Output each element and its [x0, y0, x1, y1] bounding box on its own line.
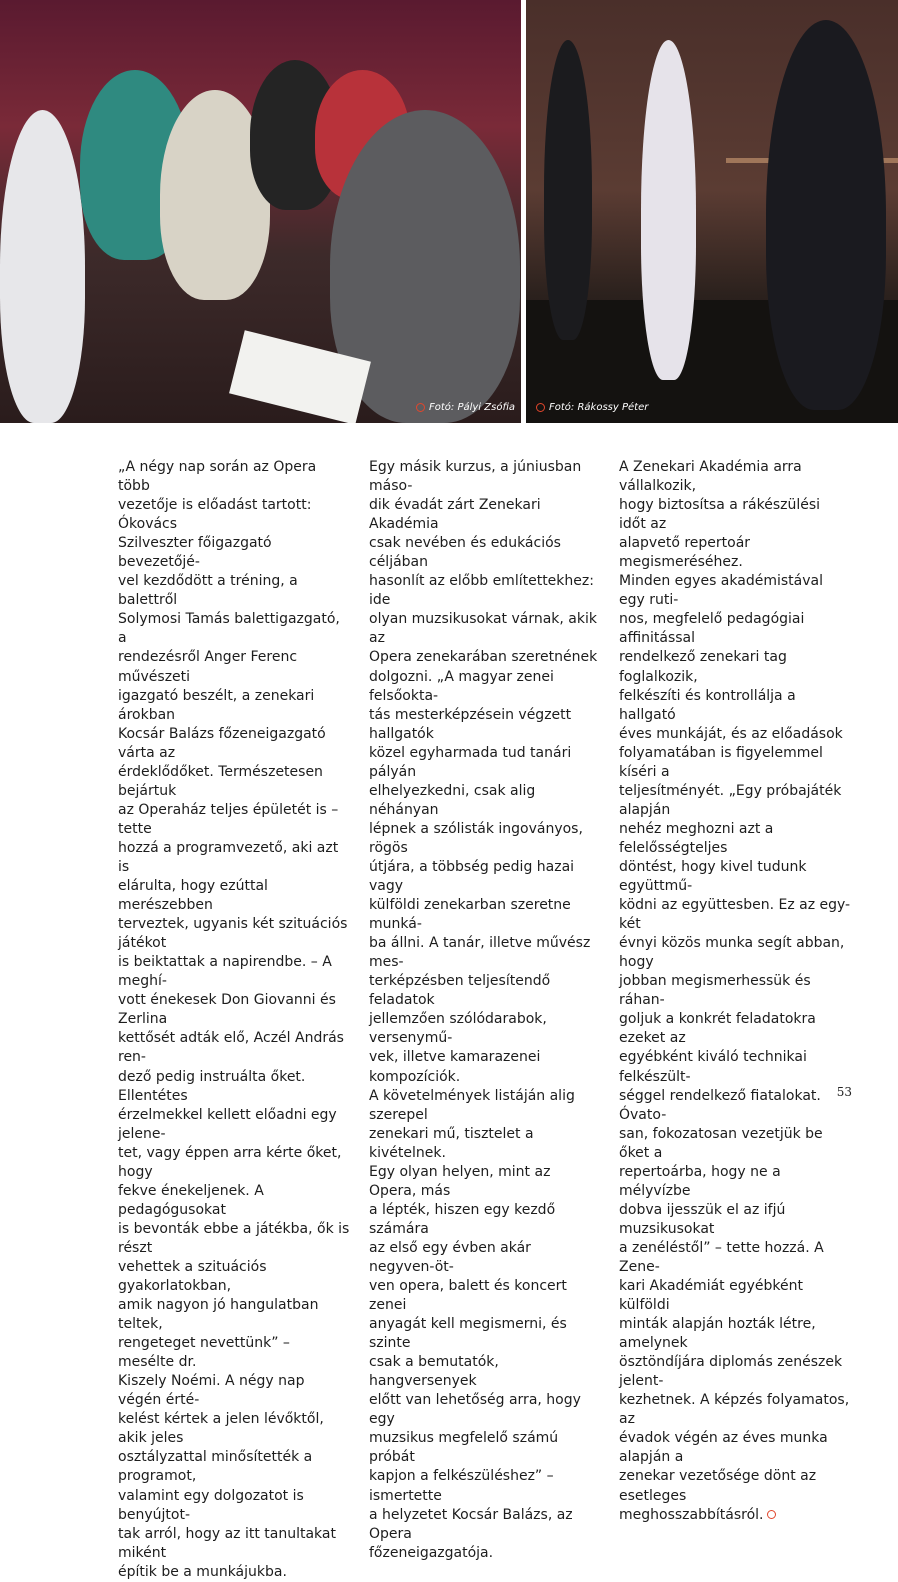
article-column-1 [118, 458, 350, 1582]
column-3-text: A Zenekari Akadémia arra vállalkozik, hogy biztosítsa a rákészülési időt az alapvető repertoár megismeréséhez. Minden egyes akadémistával egy ruti- nos, megfelelő pedagógiai affinitással rendelkező zenekari tag foglalkozik, felkészíti és kontrollálja a hallgató éves munkáját, és az előadások folyamatában is figyelemmel kíséri a teljesítményét. „Egy próbajáték alapján nehéz meghozni azt a felelősségteljes döntést, hogy kivel tudunk együttmű- ködni az együttesben. Ez az egy-két évnyi közös munka segít abban, hogy jobban megismerhessük és ráhan- goljuk a konkrét feladatokra ezeket az egyébként kiváló technikai felkészült- séggel rendelkező fiatalokat. Óvato- san, fokozatosan vezetjük be őket a repertoárba, hogy ne a mélyvízbe dobva ijesszük el az ifjú muzsikusokat a zenéléstől” – tette hozzá. A Zene- kari Akadémiát egyébként külföldi minták alapján hozták létre, amelynek ösztöndíjára diplomás zenészek jelent- kezhetnek. A képzés folyamatos, az évadok végén az éves munka alapján a zenekar vezetősége dönt az esetleges meghosszabbításról. [619, 459, 851, 1523]
circle-icon [416, 403, 425, 412]
column-1-text: „A négy nap során az Opera több vezetője is előadást tartott: Ókovács Szilveszter főigazgató bevezetőjé- vel kezdődött a tréning, a balettről Solymosi Tamás balettigazgató, a rendezésről Anger Ferenc művészeti igazgató beszélt, a zenekari árokban Kocsár Balázs főzeneigazgató várta az érdeklődőket. Természetesen bejártuk az Operaház teljes épületét is – tette hozzá a programvezető, aki azt is elárulta, hogy ezúttal merészebben terveztek, ugyanis két szituációs játékot is beiktattak a napirendbe. – A meghí- vott énekesek Don Giovanni és Zerlina kettősét adták elő, Aczél András ren- dező pedig instruálta őket. Ellentétes érzelmekkel kellett előadni egy jelene- tet, vagy éppen arra kérte őket, hogy fekve énekeljenek. A pedagógusokat is bevonták ebbe a játékba, ők is részt vehettek a szituációs gyakorlatokban, amik nagyon jó hangulatban teltek, rengeteget nevettünk” – mesélte dr. Kiszely Noémi. A négy nap végén érté- kelést kértek a jelen lévőktől, akik jeles osztályzattal minősítették a programot, valamint egy dolgozatot is benyújtot- tak arról, hogy az itt tanultakat miként építik be a munkájukba. [118, 459, 350, 1580]
photo-audience [0, 0, 521, 423]
circle-icon [536, 403, 545, 412]
photo-credit-right: Fotó: Rákossy Péter [536, 402, 648, 413]
photo-ballet [526, 0, 898, 423]
end-of-article-icon [767, 1510, 776, 1519]
column-2-text: Egy másik kurzus, a júniusban máso- dik évadát zárt Zenekari Akadémia csak nevében és edukációs céljában hasonlít az előbb említettekhez: ide olyan muzsikusokat várnak, akik az Opera zenekarában szeretnének dolgozni. „A magyar zenei felsőokta- tás mesterképzésein végzett hallgatók közel egyharmada tud tanári pályán elhelyezkedni, csak alig néhányan lépnek a szólisták ingoványos, rögös útjára, a többség pedig hazai vagy külföldi zenekarban szeretne munká- ba állni. A tanár, illetve művész mes- terképzésben teljesítendő feladatok jellemzően szólódarabok, versenymű- vek, illetve kamarazenei kompozíciók. A követelmények listáján alig szerepel zenekari mű, tisztelet a kivételnek. Egy olyan helyen, mint az Opera, más a lépték, hiszen egy kezdő számára az első egy évben akár negyven-öt- ven opera, balett és koncert zenei anyagát kell megismerni, és szinte csak a bemutatók, hangversenyek előtt van lehetőség arra, hogy egy muzsikus megfelelő számú próbát kapjon a felkészüléshez” – ismertette a helyzetet Kocsár Balázs, az Opera főzeneigazgatója. [369, 459, 598, 1561]
article-column-3 [619, 458, 851, 1525]
page-number: 53 [836, 1085, 852, 1099]
article-column-2 [369, 458, 601, 1563]
photo-credit-left: Fotó: Pályi Zsófia [416, 402, 515, 413]
